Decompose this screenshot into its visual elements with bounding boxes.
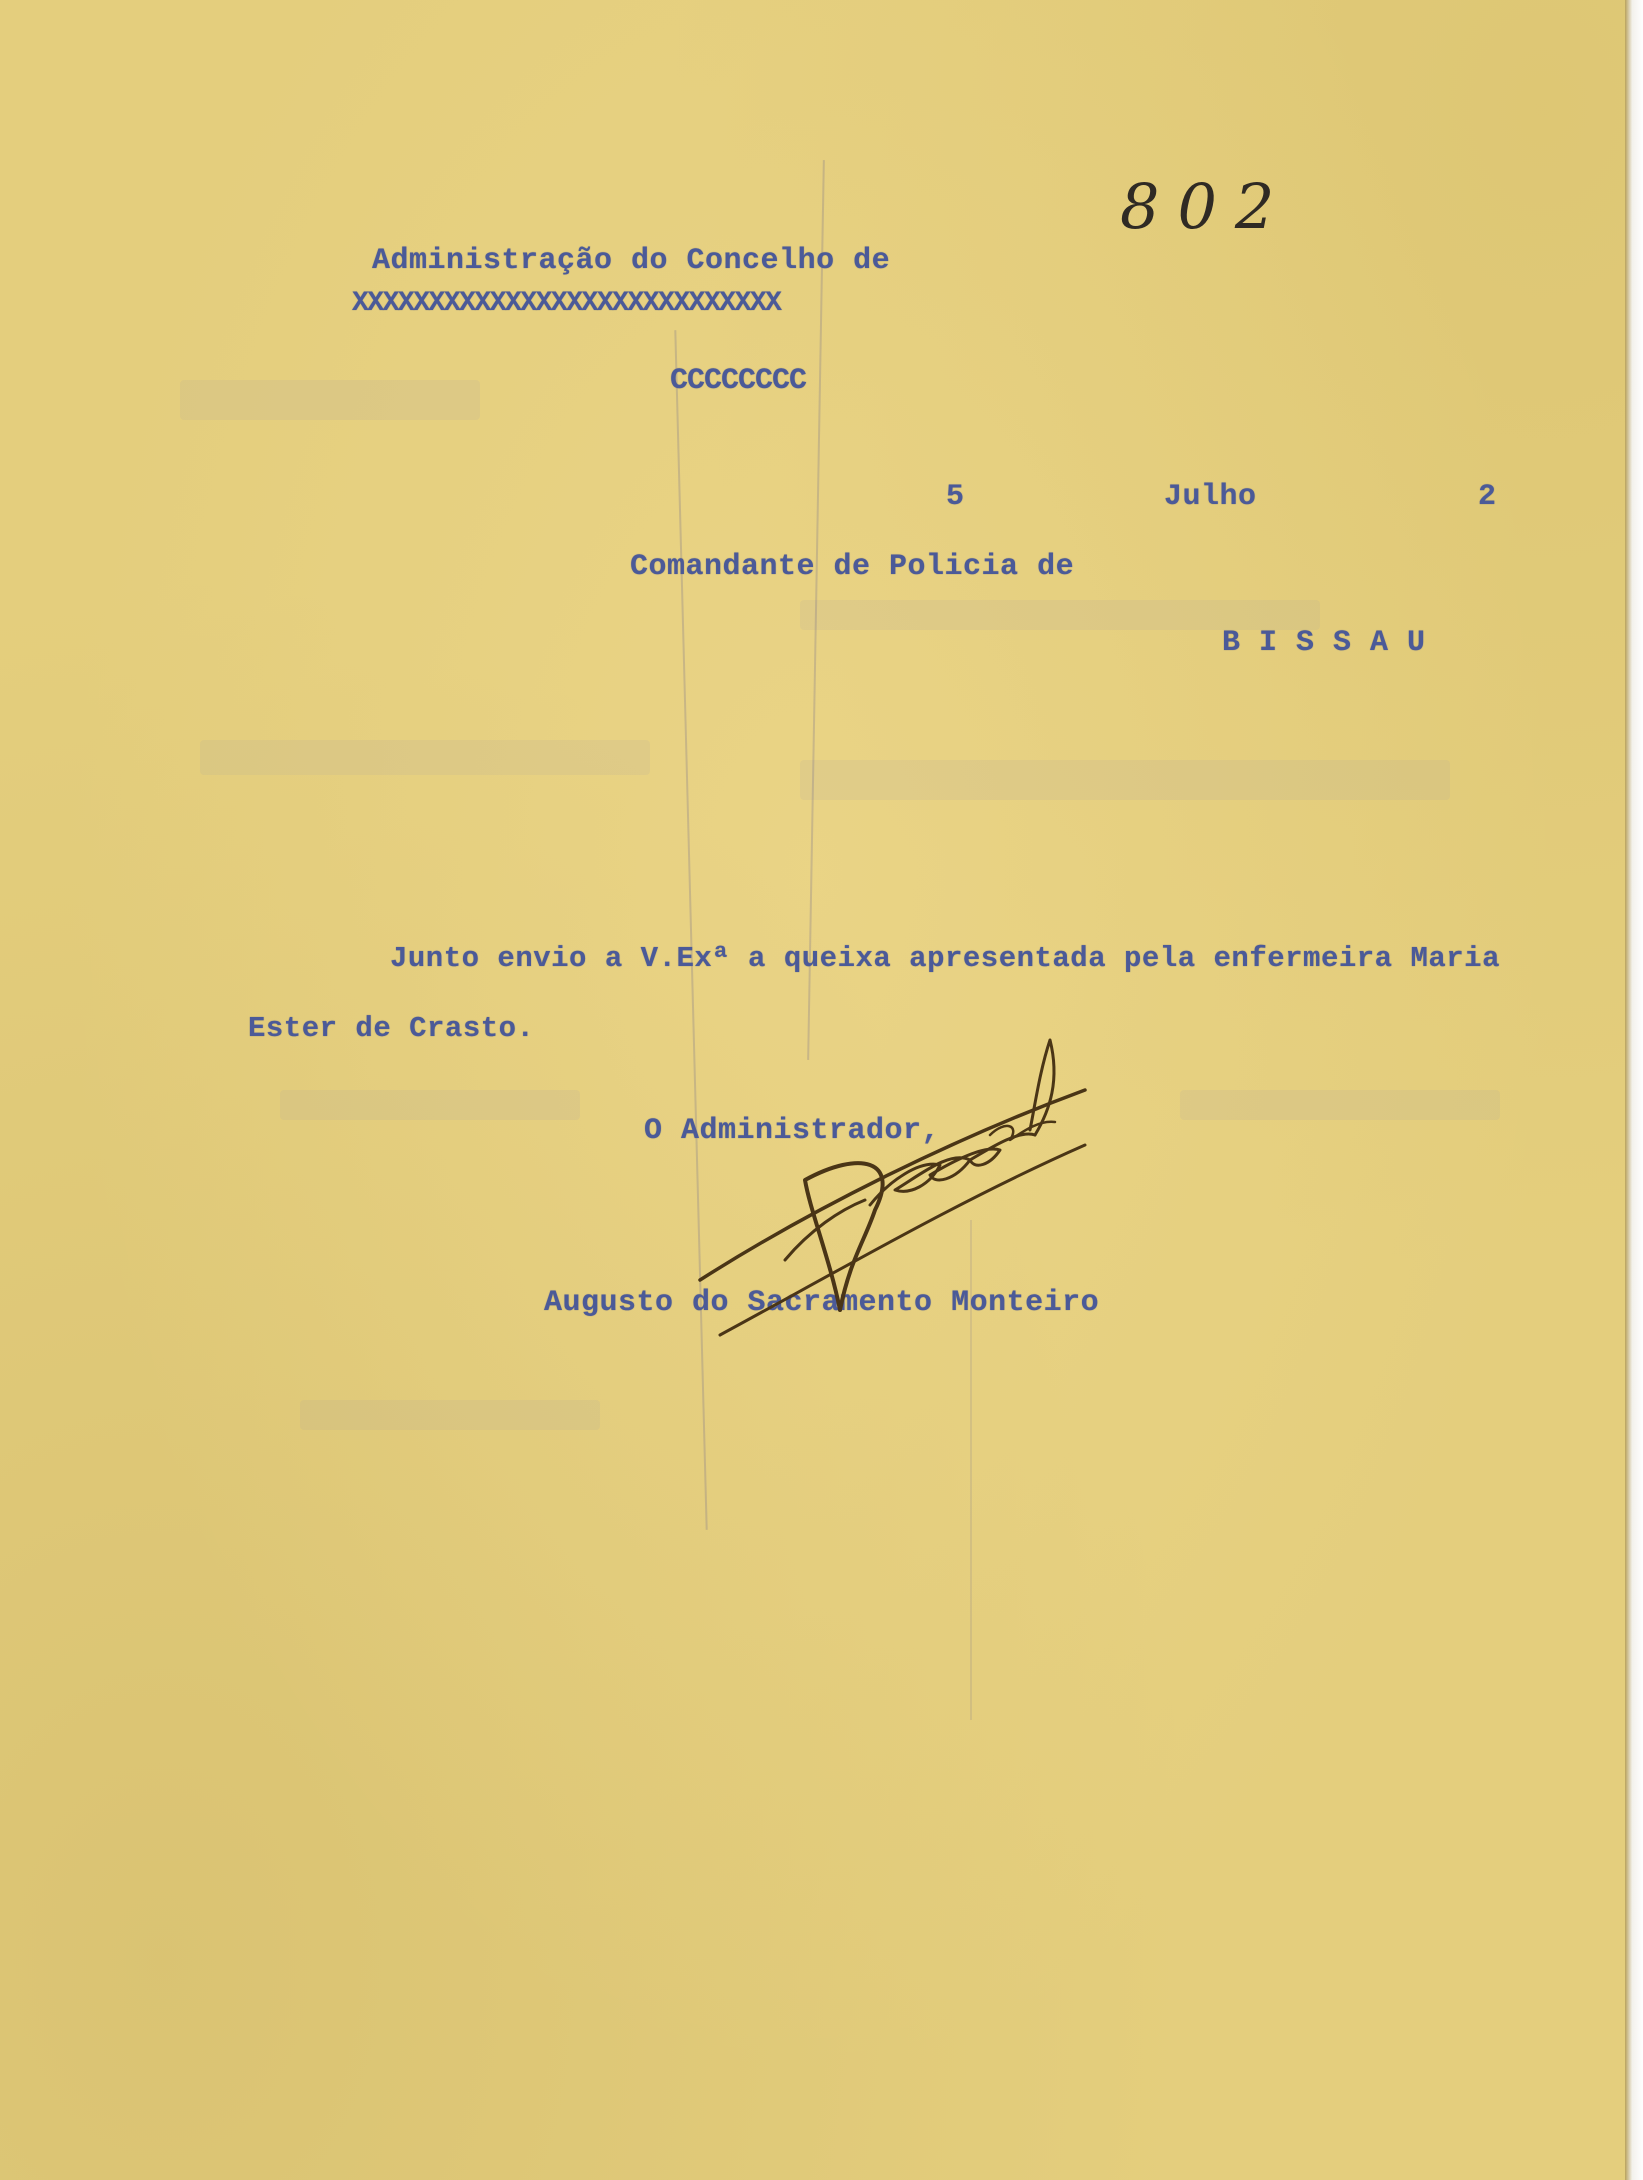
date-year: 2 bbox=[1478, 480, 1497, 514]
bleed-through-mark bbox=[1180, 1090, 1500, 1120]
bleed-through-mark bbox=[200, 740, 650, 775]
body-line-1: Junto envio a V.Exª a queixa apresentada pela enfermeira Maria bbox=[390, 942, 1500, 975]
bleed-through-mark bbox=[280, 1090, 580, 1120]
date-day: 5 bbox=[946, 480, 965, 514]
header-line: Administração do Concelho de bbox=[372, 244, 891, 278]
struck-out-word: CCCCCCCC bbox=[670, 364, 807, 398]
fold-line bbox=[674, 330, 707, 1530]
page-edge bbox=[1625, 0, 1643, 2180]
file-number: 802 bbox=[1120, 170, 1293, 243]
bleed-through-mark bbox=[800, 760, 1450, 800]
signatory-name: Augusto do Sacramento Monteiro bbox=[544, 1286, 1100, 1320]
signature bbox=[690, 1010, 1100, 1340]
addressee-line: Comandante de Policia de bbox=[630, 550, 1075, 584]
bleed-through-mark bbox=[180, 380, 480, 420]
closing-title: O Administrador, bbox=[644, 1114, 941, 1148]
addressee-place: B I S S A U bbox=[1222, 626, 1426, 660]
bleed-through-mark bbox=[300, 1400, 600, 1430]
date-month: Julho bbox=[1164, 480, 1257, 514]
struck-out-line: XXXXXXXXXXXXXXXXXXXXXXXXXXXX bbox=[352, 288, 781, 319]
body-line-2: Ester de Crasto. bbox=[248, 1012, 535, 1045]
